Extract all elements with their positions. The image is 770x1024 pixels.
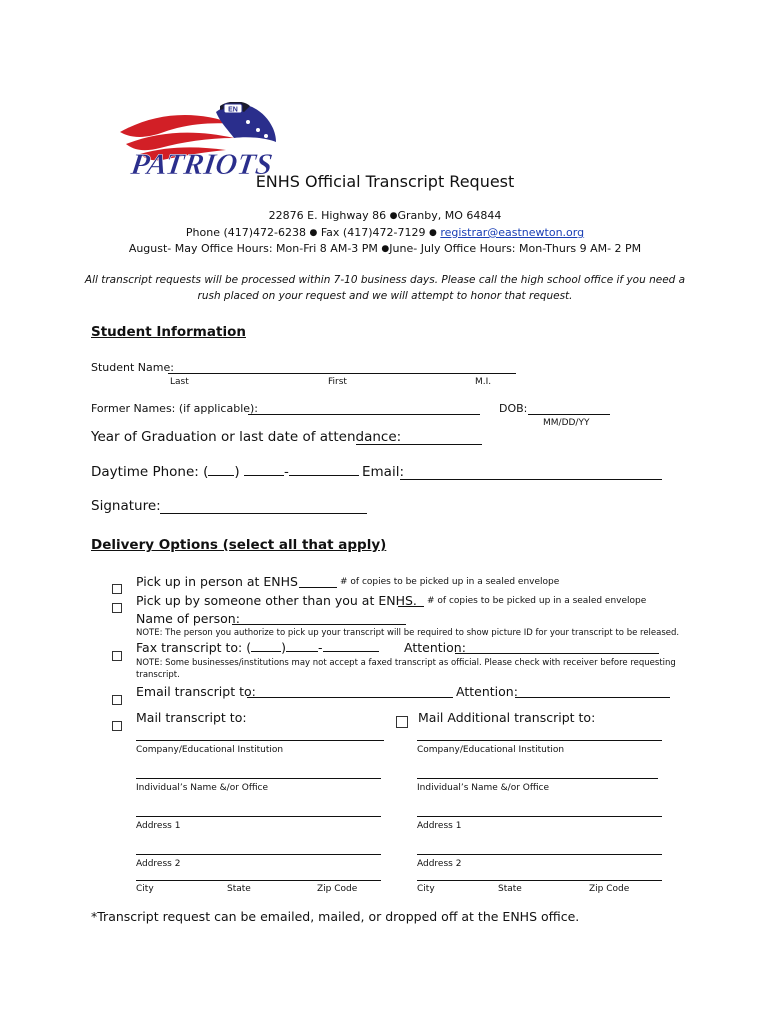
pickup-copies-label: # of copies to be picked up in a sealed envelope — [340, 577, 560, 587]
middle-initial-hint: M.I. — [475, 377, 492, 387]
fax-note-line2: transcript. — [136, 670, 180, 680]
signature-field[interactable] — [160, 513, 367, 514]
phone-prefix-field[interactable] — [244, 464, 284, 476]
mail-additional-label: Mail Additional transcript to: — [418, 710, 596, 725]
additional-address2-label: Address 2 — [417, 859, 462, 869]
first-name-hint: First — [328, 377, 347, 387]
fax-attention-label: Attention: — [404, 640, 466, 655]
logo-wordmark: PATRIOTS — [128, 147, 275, 181]
footer-note: *Transcript request can be emailed, mailed, or dropped off at the ENHS office. — [91, 909, 580, 924]
bullet-icon: ● — [309, 228, 318, 238]
contact-line: Phone (417)472-6238 ● Fax (417)472-7129 ● registrar@eastnewton.org — [185, 226, 585, 239]
additional-company-label: Company/Educational Institution — [417, 745, 565, 755]
additional-city-state-zip-field[interactable] — [417, 880, 662, 881]
processing-notice-line2: rush placed on your request and we will attempt to honor that request. — [197, 290, 573, 302]
delivery-options-heading: Delivery Options (select all that apply) — [91, 537, 387, 553]
office-hours: August- May Office Hours: Mon-Fri 8 AM-3 PM ●June- July Office Hours: Mon-Thurs 9 AM- 2 PM — [128, 242, 642, 255]
email-transcript-checkbox[interactable] — [112, 695, 122, 705]
fax-area-code-field[interactable] — [251, 640, 281, 652]
mail-company-label: Company/Educational Institution — [136, 745, 284, 755]
email-label: Email: — [362, 464, 405, 480]
mail-individual-field[interactable] — [136, 778, 381, 779]
email-transcript-field[interactable] — [247, 697, 453, 698]
additional-individual-field[interactable] — [417, 778, 658, 779]
person-id-note: NOTE: The person you authorize to pick up your transcript will be required to show picture ID for your transcript to be released. — [136, 628, 680, 638]
phone-line-field[interactable] — [289, 464, 359, 476]
mail-address1-field[interactable] — [136, 816, 381, 817]
additional-individual-label: Individual’s Name &/or Office — [417, 783, 550, 793]
logo-badge: EN — [228, 106, 238, 114]
bullet-icon: ● — [428, 228, 437, 238]
mail-address2-field[interactable] — [136, 854, 381, 855]
mail-transcript-label: Mail transcript to: — [136, 710, 247, 725]
additional-state-label: State — [498, 884, 522, 894]
other-copies-field[interactable] — [398, 606, 424, 607]
former-names-label: Former Names: (if applicable): — [91, 402, 259, 415]
fax-label: Fax transcript to: ( ) - — [136, 640, 379, 655]
processing-notice-line1: All transcript requests will be processed within 7-10 business days. Please call the high school office if you need a — [84, 274, 686, 286]
dob-label: DOB: — [499, 402, 528, 415]
mail-state-label: State — [227, 884, 251, 894]
email-attention-field[interactable] — [515, 697, 670, 698]
phone-area-code-field[interactable] — [208, 464, 234, 476]
additional-address1-label: Address 1 — [417, 821, 462, 831]
dob-format-hint: MM/DD/YY — [543, 418, 590, 428]
mail-additional-checkbox[interactable] — [396, 716, 408, 728]
fax-prefix-field[interactable] — [286, 640, 318, 652]
person-name-field[interactable] — [232, 624, 406, 625]
mail-transcript-checkbox[interactable] — [112, 721, 122, 731]
email-attention-label: Attention: — [456, 684, 518, 699]
fax-line-field[interactable] — [323, 640, 379, 652]
student-info-heading: Student Information — [91, 324, 246, 340]
former-names-field[interactable] — [248, 414, 480, 415]
fax-checkbox[interactable] — [112, 651, 122, 661]
other-copies-label: # of copies to be picked up in a sealed envelope — [427, 596, 647, 606]
mail-address1-label: Address 1 — [136, 821, 181, 831]
signature-label: Signature: — [91, 498, 161, 514]
dob-field[interactable] — [528, 414, 610, 415]
page-title: ENHS Official Transcript Request — [255, 172, 515, 191]
graduation-field[interactable] — [356, 444, 482, 445]
pickup-in-person-label: Pick up in person at ENHS — [136, 574, 298, 589]
additional-address1-field[interactable] — [417, 816, 662, 817]
last-name-hint: Last — [170, 377, 189, 387]
fax-attention-field[interactable] — [455, 653, 659, 654]
additional-zip-label: Zip Code — [589, 884, 630, 894]
mail-zip-label: Zip Code — [317, 884, 358, 894]
email-transcript-label: Email transcript to: — [136, 684, 256, 699]
daytime-phone-label: Daytime Phone: ( ) - — [91, 464, 359, 480]
email-field[interactable] — [400, 479, 662, 480]
pickup-other-checkbox[interactable] — [112, 603, 122, 613]
fax-note-line1: NOTE: Some businesses/institutions may not accept a faxed transcript as official. Please check with receiver before requesting — [136, 658, 676, 668]
additional-address2-field[interactable] — [417, 854, 662, 855]
graduation-label: Year of Graduation or last date of attendance: — [91, 429, 402, 445]
additional-city-label: City — [417, 884, 435, 894]
person-name-label: Name of person: — [136, 611, 240, 626]
pickup-copies-field[interactable] — [299, 587, 337, 588]
pickup-in-person-checkbox[interactable] — [112, 584, 122, 594]
pickup-other-label: Pick up by someone other than you at ENHS. — [136, 593, 417, 608]
bullet-icon: ● — [381, 244, 390, 254]
bullet-icon: ● — [389, 211, 398, 221]
mail-individual-label: Individual’s Name &/or Office — [136, 783, 269, 793]
mail-city-label: City — [136, 884, 154, 894]
student-name-label: Student Name: — [91, 361, 174, 374]
additional-company-field[interactable] — [417, 740, 662, 741]
mail-company-field[interactable] — [136, 740, 384, 741]
registrar-email-link[interactable]: registrar@eastnewton.org — [440, 226, 585, 239]
school-address: 22876 E. Highway 86 ●Granby, MO 64844 — [268, 209, 502, 222]
mail-address2-label: Address 2 — [136, 859, 181, 869]
mail-city-state-zip-field[interactable] — [136, 880, 381, 881]
student-name-field[interactable] — [168, 373, 516, 374]
